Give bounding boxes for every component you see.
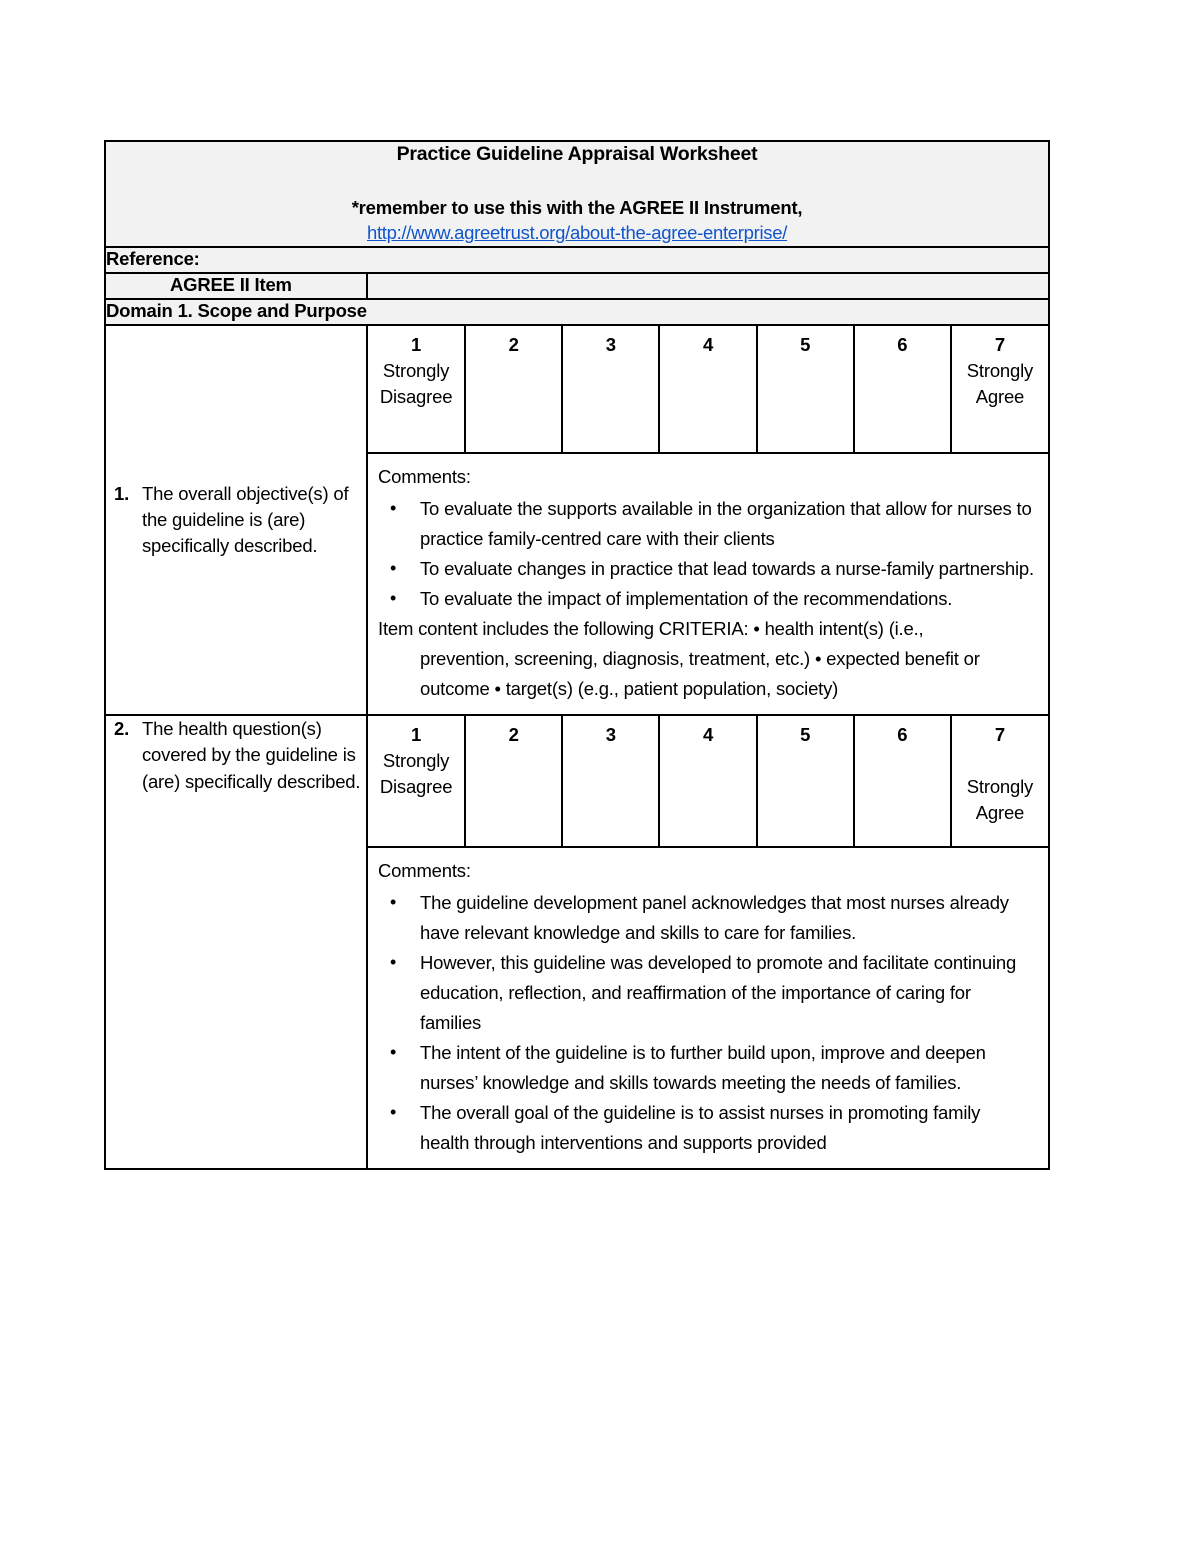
scale-low-caption-line2: Disagree	[379, 386, 453, 408]
item-1-scale-option-7[interactable]	[951, 326, 1048, 452]
list-item: • To evaluate changes in practice that lead towards a nurse-family partnership.	[378, 554, 1034, 584]
list-item: • However, this guideline was developed to promote and facilitate continuing education, reflection, and reaffirmation of the importance of caring for families	[378, 948, 1034, 1038]
item-1-scale-option-6[interactable]	[854, 326, 951, 452]
item-1-label	[105, 325, 367, 715]
item-2-scale-container	[367, 715, 1049, 847]
scale-value-6: 6	[897, 334, 908, 356]
item-2-scale-option-3[interactable]	[562, 716, 659, 846]
scale-value-2: 2	[508, 724, 519, 746]
list-item: • The intent of the guideline is to further build upon, improve and deepen nurses’ knowledge and skills towards meeting the needs of families.	[378, 1038, 1034, 1098]
scale-value-3: 3	[605, 724, 616, 746]
reference-row	[105, 247, 1049, 273]
scale-value-1: 1	[411, 334, 422, 356]
agree-item-value	[367, 273, 1049, 299]
item-1-scale-option-2[interactable]	[465, 326, 562, 452]
scale-high-caption-line2: Agree	[975, 386, 1025, 408]
scale-value-1: 1	[411, 724, 422, 746]
appraisal-worksheet-table	[104, 140, 1050, 1170]
agree-item-row	[105, 273, 1049, 299]
item-1-comments-label: Comments:	[378, 466, 471, 488]
item-1-criteria-lead: Item content includes the following CRITERIA: • health intent(s) (i.e.,	[378, 618, 924, 640]
scale-value-4: 4	[702, 724, 714, 746]
list-item: • To evaluate the impact of implementation of the recommendations.	[378, 584, 1034, 614]
scale-value-5: 5	[800, 724, 811, 746]
instrument-note: *remember to use this with the AGREE II Instrument,	[351, 197, 803, 219]
item-1-number: 1.	[114, 482, 130, 504]
list-item: • The guideline development panel acknowledges that most nurses already have relevant knowledge and skills to care for families.	[378, 888, 1034, 948]
scale-high-caption-line1: Strongly	[966, 360, 1034, 382]
domain-row	[105, 299, 1049, 325]
item-1-scale-option-3[interactable]	[562, 326, 659, 452]
reference-label: Reference:	[105, 247, 1049, 273]
scale-value-7: 7	[994, 724, 1005, 746]
title-cell	[105, 141, 1049, 247]
item-2-scale-row	[105, 715, 1049, 847]
item-2-number: 2.	[114, 718, 130, 740]
scale-value-5: 5	[800, 334, 811, 356]
item-1-scale-option-4[interactable]	[659, 326, 756, 452]
agree-trust-link[interactable]: http://www.agreetrust.org/about-the-agree-enterprise/	[366, 222, 788, 244]
scale-value-2: 2	[508, 334, 519, 356]
list-item: • The overall goal of the guideline is to assist nurses in promoting family health through interventions and supports provided	[378, 1098, 1034, 1158]
scale-value-3: 3	[605, 334, 616, 356]
item-2-comments-cell[interactable]	[367, 847, 1049, 1169]
item-2-scale-option-6[interactable]	[854, 716, 951, 846]
agree-item-label: AGREE II Item	[105, 273, 367, 299]
title-row	[105, 141, 1049, 247]
scale-low-caption-line2: Disagree	[379, 775, 453, 797]
item-1-text: The overall objective(s) of the guideline is (are) specifically described.	[142, 482, 349, 557]
list-item: • To evaluate the supports available in the organization that allow for nurses to practice family-centred care with their clients	[378, 494, 1034, 554]
scale-value-4: 4	[702, 334, 714, 356]
item-1-scale-option-1[interactable]	[368, 326, 465, 452]
item-1-scale-option-5[interactable]	[757, 326, 854, 452]
scale-low-caption-line1: Strongly	[382, 749, 450, 771]
item-2-scale-option-2[interactable]	[465, 716, 562, 846]
scale-low-caption-line1: Strongly	[382, 360, 450, 382]
page-title: Practice Guideline Appraisal Worksheet	[396, 143, 758, 165]
domain-label: Domain 1. Scope and Purpose	[105, 299, 1049, 325]
item-2-label	[105, 715, 367, 1169]
item-1-criteria	[378, 614, 1034, 704]
item-2-scale-option-7[interactable]	[951, 716, 1048, 846]
item-1-scale-container	[367, 325, 1049, 453]
scale-high-caption-line2: Agree	[975, 801, 1025, 823]
item-1-comment-bullets	[378, 494, 1034, 614]
scale-value-6: 6	[897, 724, 908, 746]
item-2-scale	[368, 716, 1048, 846]
item-1-scale-row	[105, 325, 1049, 453]
item-2-comments-label: Comments:	[378, 860, 471, 882]
item-2-scale-option-5[interactable]	[757, 716, 854, 846]
item-2-text: The health question(s) covered by the guideline is (are) specifically described.	[142, 718, 361, 792]
scale-high-caption-line1: Strongly	[966, 775, 1034, 797]
item-2-scale-option-4[interactable]	[659, 716, 756, 846]
item-1-comments-cell[interactable]	[367, 453, 1049, 715]
item-1-criteria-rest: prevention, screening, diagnosis, treatment, etc.) • expected benefit or outcome • target(s) (e.g., patient population, society)	[420, 648, 980, 700]
item-2-comment-bullets	[378, 888, 1034, 1158]
item-2-scale-option-1[interactable]	[368, 716, 465, 846]
item-1-scale	[368, 326, 1048, 452]
scale-value-7: 7	[994, 334, 1005, 356]
